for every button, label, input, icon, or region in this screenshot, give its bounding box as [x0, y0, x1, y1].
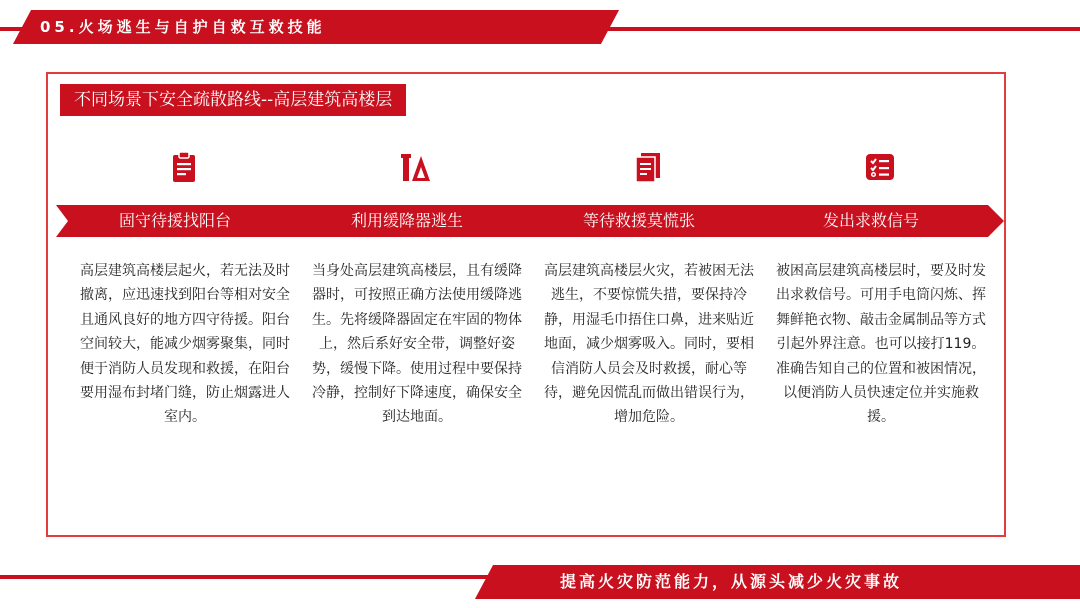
footer-slogan: 提高火灾防范能力，从源头减少火灾事故 — [560, 572, 903, 591]
card-description: 被困高层建筑高楼层时，要及时发出求救信号。可用手电筒闪炼、挥舞鲜艳衣物、敲击金属制品等方式引起外界注意。也可以接打119。准确告知自己的位置和被困情况，以便消防人员快速定位并实施救援。 — [776, 263, 986, 426]
document-icon — [632, 151, 664, 183]
card-title-arrow — [520, 205, 772, 237]
section-number-title: 05.火场逃生与自护自救互救技能 — [40, 18, 326, 36]
card-title-arrow — [752, 205, 1004, 237]
card-description: 高层建筑高楼层起火，若无法及时撤离，应迅速找到阳台等相对安全且通风良好的地方四守待援。阳台空间较大，能减少烟雾聚集，同时便于消防人员发现和救援，在阳台要用湿布封堵门缝，防止烟露进人室内。 — [80, 263, 290, 426]
card-title: 发出求救信号 — [822, 211, 919, 230]
card-title: 利用缓降器逃生 — [350, 211, 463, 230]
clipboard-icon — [168, 151, 200, 183]
scenario-subtitle: 不同场景下安全疏散路线--高层建筑高楼层 — [60, 84, 406, 116]
checklist-icon — [864, 151, 896, 183]
card-title: 固守待援找阳台 — [118, 211, 231, 230]
tools-icon — [400, 151, 432, 183]
card-description: 高层建筑高楼层火灾，若被困无法逃生，不要惊慌失措，要保持冷静，用湿毛巾捂住口鼻，进来贴近地面，减少烟雾吸入。同时，要相信消防人员会及时救援，耐心等待，避免因慌乱而做出错误行为，增加危险。 — [544, 263, 754, 426]
card-description: 当身处高层建筑高楼层，且有缓降器时，可按照正确方法使用缓降逃生。先将缓降器固定在牢固的物体上，然后系好安全带，调整好姿势，缓慢下降。使用过程中要保持冷静，控制好下降速度，确保安全到达地面。 — [312, 263, 522, 426]
card-title-arrow — [288, 205, 540, 237]
card-title-arrow — [56, 205, 308, 237]
card-title: 等待救援莫慌张 — [582, 211, 695, 230]
